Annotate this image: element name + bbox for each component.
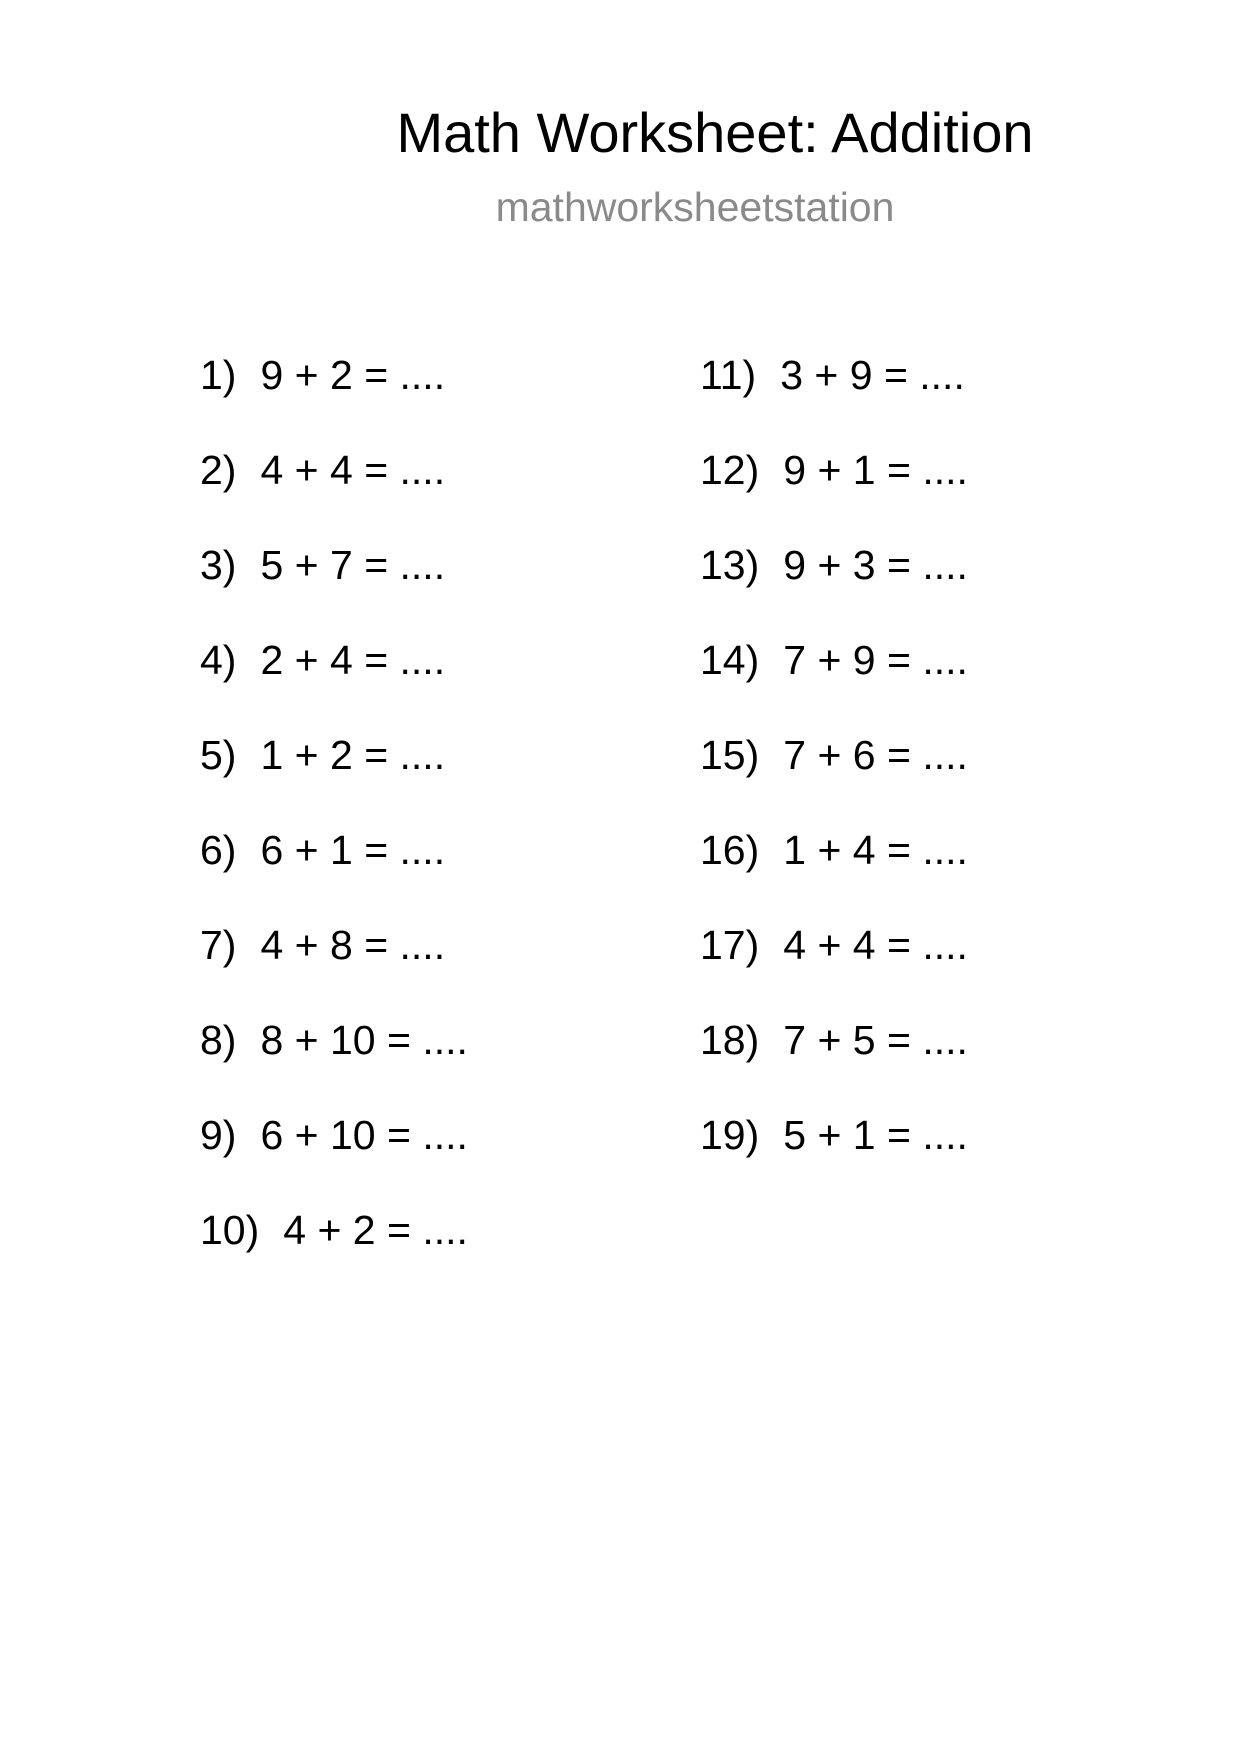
problem-expression: 4 + 4 = .... [260,447,446,493]
problem-expression: 5 + 7 = .... [260,542,446,588]
problem-expression: 7 + 9 = .... [783,637,968,683]
problem-item [700,350,968,445]
problem-expression: 7 + 5 = .... [783,1017,968,1063]
problem-item [700,730,968,825]
problem-expression: 4 + 8 = .... [260,922,446,968]
problem-number: 16) [700,827,760,873]
problem-number: 8) [200,1017,237,1063]
problem-number: 2) [200,447,237,493]
problem-number: 1) [200,352,237,398]
problem-expression: 4 + 4 = .... [783,922,968,968]
problem-expression: 6 + 1 = .... [260,827,446,873]
problem-column-right [700,350,968,1205]
problem-item [200,730,468,825]
problem-expression: 1 + 2 = .... [260,732,446,778]
problem-expression: 9 + 3 = .... [783,542,968,588]
problem-item [200,635,468,730]
problem-expression: 9 + 2 = .... [260,352,446,398]
problem-number: 17) [700,922,760,968]
problem-number: 11) [700,352,757,398]
problem-number: 12) [700,447,760,493]
problem-expression: 6 + 10 = .... [260,1112,468,1158]
problem-number: 4) [200,637,237,683]
problem-number: 19) [700,1112,760,1158]
problem-item [200,1110,468,1205]
problem-number: 3) [200,542,237,588]
problem-item [200,1015,468,1110]
problem-expression: 2 + 4 = .... [260,637,446,683]
problem-item [700,635,968,730]
problem-number: 9) [200,1112,237,1158]
problem-item [200,1205,468,1300]
problem-item [200,920,468,1015]
problem-item [200,445,468,540]
problem-expression: 7 + 6 = .... [783,732,968,778]
problem-item [200,825,468,920]
problem-expression: 8 + 10 = .... [260,1017,468,1063]
problem-expression: 5 + 1 = .... [783,1112,968,1158]
problem-item [700,920,968,1015]
problem-number: 14) [700,637,760,683]
problem-item [700,1015,968,1110]
problem-item [200,540,468,635]
worksheet-subtitle: mathworksheetstation [495,184,895,230]
problem-expression: 9 + 1 = .... [783,447,968,493]
problem-number: 5) [200,732,237,778]
problem-number: 13) [700,542,760,588]
problem-item [700,445,968,540]
problem-item [700,540,968,635]
problem-item [200,350,468,445]
problem-number: 7) [200,922,237,968]
problem-number: 6) [200,827,237,873]
problem-number: 15) [700,732,760,778]
problem-expression: 4 + 2 = .... [283,1207,468,1253]
worksheet-title: Math Worksheet: Addition [396,101,1034,164]
problem-item [700,1110,968,1205]
problem-expression: 1 + 4 = .... [783,827,968,873]
problem-column-left [200,350,468,1300]
problem-number: 18) [700,1017,760,1063]
problem-item [700,825,968,920]
problem-expression: 3 + 9 = .... [780,352,965,398]
problem-number: 10) [200,1207,260,1253]
